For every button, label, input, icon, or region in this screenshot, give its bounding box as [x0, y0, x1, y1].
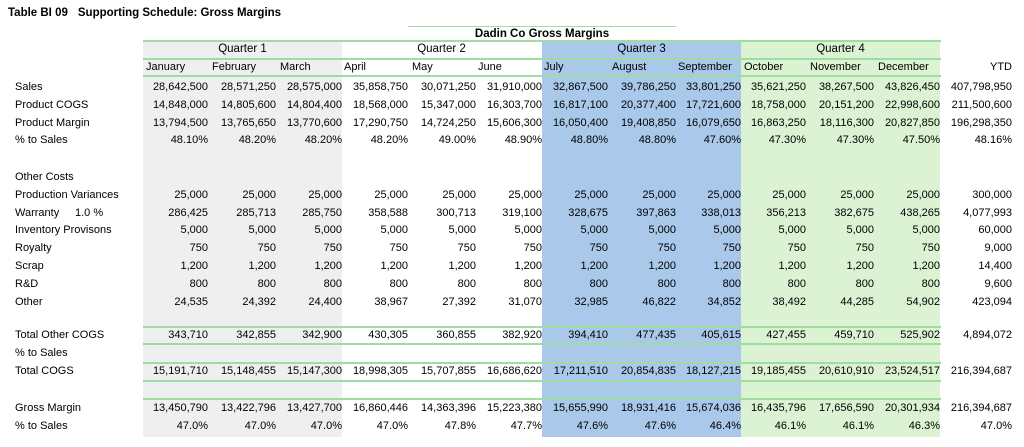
- row-total-cogs-14-label: Total COGS: [15, 365, 74, 377]
- row-product-cogs-1-september: 17,721,600: [685, 99, 741, 111]
- row-royalty-8-february: 750: [257, 242, 276, 254]
- row-royalty-8-june: 750: [523, 242, 542, 254]
- row-gross-margin-15-label: Gross Margin: [15, 402, 82, 414]
- row-inventory-provisons-7-march: 5,000: [314, 224, 342, 236]
- row-gross-margin-15-august: 18,931,416: [620, 402, 676, 414]
- row-production-variances-5-label: Production Variances: [15, 189, 119, 201]
- row-other-11-september: 34,852: [707, 296, 741, 308]
- row-total-cogs-14-february: 15,148,455: [220, 365, 276, 377]
- total-cogs-bottom-line: [143, 380, 941, 382]
- row-product-cogs-1-ytd: 211,500,600: [951, 99, 1012, 111]
- row-royalty-8-ytd: 9,000: [984, 242, 1012, 254]
- row-production-variances-5-august: 25,000: [642, 189, 676, 201]
- row-scrap-9-june: 1,200: [514, 260, 542, 272]
- row-royalty-8-october: 750: [787, 242, 806, 254]
- row-royalty-8-march: 750: [323, 242, 342, 254]
- ytd-header: YTD: [990, 61, 1012, 73]
- row-to-sales-16-september: 46.4%: [709, 420, 741, 432]
- row-to-sales-16-march: 47.0%: [310, 420, 342, 432]
- row-scrap-9-march: 1,200: [314, 260, 342, 272]
- row-sales-0-april: 35,858,750: [352, 81, 408, 93]
- row-to-sales-3-may: 49.00%: [438, 134, 476, 146]
- quarter-divider-line: [143, 58, 941, 60]
- row-warranty-6-january: 286,425: [168, 207, 208, 219]
- row-inventory-provisons-7-june: 5,000: [514, 224, 542, 236]
- row-total-cogs-14-july: 17,211,510: [553, 365, 608, 377]
- row-inventory-provisons-7-april: 5,000: [380, 224, 408, 236]
- row-to-sales-13-label: % to Sales: [15, 347, 68, 359]
- row-total-other-cogs-12-label: Total Other COGS: [15, 329, 105, 341]
- month-august: August: [612, 61, 647, 73]
- row-other-11-ytd: 423,094: [972, 296, 1012, 308]
- row-to-sales-3-label: % to Sales: [15, 134, 68, 146]
- row-inventory-provisons-7-august: 5,000: [648, 224, 676, 236]
- row-scrap-9-october: 1,200: [778, 260, 806, 272]
- row-randd-10-february: 800: [257, 278, 276, 290]
- row-total-cogs-14-october: 19,185,455: [750, 365, 806, 377]
- row-product-margin-2-june: 15,606,300: [486, 117, 542, 129]
- row-warranty-6-november: 382,675: [834, 207, 874, 219]
- row-inventory-provisons-7-september: 5,000: [713, 224, 741, 236]
- row-product-cogs-1-february: 14,805,600: [220, 99, 276, 111]
- row-warranty-6-march: 285,750: [302, 207, 342, 219]
- row-randd-10-ytd: 9,600: [984, 278, 1012, 290]
- month-april: April: [344, 61, 367, 73]
- row-other-11-july: 32,985: [574, 296, 608, 308]
- row-production-variances-5-september: 25,000: [707, 189, 741, 201]
- row-inventory-provisons-7-november: 5,000: [846, 224, 874, 236]
- month-december: December: [878, 61, 929, 73]
- month-june: June: [478, 61, 502, 73]
- row-randd-10-april: 800: [389, 278, 408, 290]
- row-gross-margin-15-may: 14,363,396: [420, 402, 476, 414]
- month-october: October: [744, 61, 784, 73]
- row-production-variances-5-june: 25,000: [508, 189, 542, 201]
- row-product-margin-2-january: 13,794,500: [152, 117, 208, 129]
- row-randd-10-label: R&D: [15, 278, 39, 290]
- row-total-cogs-14-june: 16,686,620: [486, 365, 542, 377]
- row-product-cogs-1-march: 14,804,400: [286, 99, 342, 111]
- row-gross-margin-15-january: 13,450,790: [152, 402, 208, 414]
- row-to-sales-16-label: % to Sales: [15, 420, 68, 432]
- row-to-sales-16-november: 46.1%: [842, 420, 874, 432]
- row-royalty-8-may: 750: [457, 242, 476, 254]
- row-royalty-8-january: 750: [189, 242, 208, 254]
- row-total-other-cogs-12-december: 525,902: [900, 329, 940, 341]
- row-to-sales-3-january: 48.10%: [170, 134, 208, 146]
- row-other-11-may: 27,392: [442, 296, 476, 308]
- row-randd-10-may: 800: [457, 278, 476, 290]
- row-inventory-provisons-7-october: 5,000: [778, 224, 806, 236]
- row-gross-margin-15-november: 17,656,590: [818, 402, 874, 414]
- row-production-variances-5-july: 25,000: [574, 189, 608, 201]
- row-gross-margin-15-february: 13,422,796: [220, 402, 276, 414]
- row-warranty-6-april: 358,588: [368, 207, 408, 219]
- row-product-margin-2-march: 13,770,600: [286, 117, 342, 129]
- row-other-11-february: 24,392: [242, 296, 276, 308]
- row-to-sales-3-july: 48.80%: [570, 134, 608, 146]
- row-total-cogs-14-january: 15,191,710: [152, 365, 208, 377]
- row-to-sales-3-november: 47.30%: [836, 134, 874, 146]
- row-warranty-6-july: 328,675: [568, 207, 608, 219]
- row-other-11-august: 46,822: [642, 296, 676, 308]
- row-sales-0-march: 28,575,000: [286, 81, 342, 93]
- quarter-label-2: Quarter 2: [417, 43, 466, 55]
- row-production-variances-5-october: 25,000: [772, 189, 806, 201]
- month-may: May: [412, 61, 433, 73]
- row-warranty-6-ytd: 4,077,993: [963, 207, 1012, 219]
- row-to-sales-16-may: 47.8%: [444, 420, 476, 432]
- row-to-sales-16-june: 47.7%: [510, 420, 542, 432]
- row-royalty-8-december: 750: [921, 242, 940, 254]
- row-to-sales-16-january: 47.0%: [176, 420, 208, 432]
- row-production-variances-5-ytd: 300,000: [972, 189, 1012, 201]
- table-title: [8, 7, 291, 19]
- table-code: Table BI 09: [8, 7, 68, 19]
- row-scrap-9-august: 1,200: [648, 260, 676, 272]
- row-total-other-cogs-12-october: 427,455: [766, 329, 806, 341]
- row-product-cogs-1-december: 22,998,600: [884, 99, 940, 111]
- row-sales-0-august: 39,786,250: [620, 81, 676, 93]
- row-to-sales-3-september: 47.60%: [703, 134, 741, 146]
- row-sales-0-july: 32,867,500: [552, 81, 608, 93]
- row-scrap-9-january: 1,200: [180, 260, 208, 272]
- row-other-costs-4-label: Other Costs: [15, 171, 74, 183]
- row-warranty-6-august: 397,863: [636, 207, 676, 219]
- total-other-bottom-line: [143, 343, 941, 345]
- row-product-margin-2-july: 16,050,400: [552, 117, 608, 129]
- row-total-other-cogs-12-april: 430,305: [368, 329, 408, 341]
- row-scrap-9-september: 1,200: [713, 260, 741, 272]
- row-total-other-cogs-12-november: 459,710: [834, 329, 874, 341]
- row-sales-0-october: 35,621,250: [750, 81, 806, 93]
- row-product-margin-2-label: Product Margin: [15, 117, 90, 129]
- row-total-cogs-14-april: 18,998,305: [352, 365, 408, 377]
- row-production-variances-5-december: 25,000: [906, 189, 940, 201]
- row-to-sales-3-february: 48.20%: [238, 134, 276, 146]
- row-sales-0-february: 28,571,250: [220, 81, 276, 93]
- row-to-sales-16-april: 47.0%: [376, 420, 408, 432]
- row-product-cogs-1-january: 14,848,000: [152, 99, 208, 111]
- row-product-margin-2-september: 16,079,650: [685, 117, 741, 129]
- row-total-cogs-14-may: 15,707,855: [420, 365, 476, 377]
- row-product-margin-2-ytd: 196,298,350: [950, 117, 1012, 129]
- row-other-11-march: 24,400: [308, 296, 342, 308]
- row-total-cogs-14-march: 15,147,300: [286, 365, 342, 377]
- row-randd-10-january: 800: [189, 278, 208, 290]
- row-randd-10-august: 800: [657, 278, 676, 290]
- row-scrap-9-label: Scrap: [15, 260, 44, 272]
- month-november: November: [810, 61, 861, 73]
- row-royalty-8-april: 750: [389, 242, 408, 254]
- row-warranty-6-september: 338,013: [701, 207, 741, 219]
- row-total-cogs-14-august: 20,854,835: [620, 365, 676, 377]
- row-total-cogs-14-november: 20,610,910: [818, 365, 874, 377]
- row-product-margin-2-february: 13,765,650: [220, 117, 276, 129]
- row-total-other-cogs-12-may: 360,855: [436, 329, 476, 341]
- row-product-cogs-1-july: 16,817,100: [552, 99, 608, 111]
- row-total-other-cogs-12-january: 343,710: [168, 329, 208, 341]
- row-sales-0-label: Sales: [15, 81, 43, 93]
- row-to-sales-3-april: 48.20%: [370, 134, 408, 146]
- row-sales-0-january: 28,642,500: [152, 81, 208, 93]
- row-product-margin-2-november: 18,116,300: [819, 117, 874, 129]
- row-to-sales-16-december: 46.3%: [908, 420, 940, 432]
- row-warranty-6-october: 356,213: [766, 207, 806, 219]
- row-gross-margin-15-june: 15,223,380: [486, 402, 542, 414]
- quarter-label-3: Quarter 3: [617, 43, 666, 55]
- row-production-variances-5-may: 25,000: [442, 189, 476, 201]
- row-production-variances-5-january: 25,000: [174, 189, 208, 201]
- row-other-11-november: 44,285: [840, 296, 874, 308]
- row-product-margin-2-april: 17,290,750: [352, 117, 408, 129]
- row-total-other-cogs-12-june: 382,920: [502, 329, 542, 341]
- row-gross-margin-15-july: 15,655,990: [552, 402, 608, 414]
- row-product-cogs-1-august: 20,377,400: [620, 99, 676, 111]
- total-other-top-line: [143, 326, 941, 328]
- row-product-margin-2-december: 20,827,850: [884, 117, 940, 129]
- row-randd-10-march: 800: [323, 278, 342, 290]
- row-royalty-8-august: 750: [657, 242, 676, 254]
- row-to-sales-16-february: 47.0%: [244, 420, 276, 432]
- total-cogs-top-line: [143, 362, 941, 364]
- row-sales-0-november: 38,267,500: [818, 81, 874, 93]
- row-sales-0-june: 31,910,000: [486, 81, 542, 93]
- row-sales-0-december: 43,826,450: [884, 81, 940, 93]
- row-royalty-8-july: 750: [589, 242, 608, 254]
- row-scrap-9-july: 1,200: [580, 260, 608, 272]
- row-to-sales-3-august: 48.80%: [638, 134, 676, 146]
- row-inventory-provisons-7-december: 5,000: [912, 224, 940, 236]
- row-scrap-9-ytd: 14,400: [978, 260, 1012, 272]
- row-total-other-cogs-12-september: 405,615: [701, 329, 741, 341]
- row-to-sales-16-august: 47.6%: [644, 420, 676, 432]
- quarter-label-4: Quarter 4: [816, 43, 865, 55]
- quarter-label-1: Quarter 1: [218, 43, 267, 55]
- row-royalty-8-label: Royalty: [15, 242, 52, 254]
- row-randd-10-december: 800: [921, 278, 940, 290]
- row-inventory-provisons-7-ytd: 60,000: [978, 224, 1012, 236]
- row-warranty-6-may: 300,713: [436, 207, 476, 219]
- row-inventory-provisons-7-february: 5,000: [248, 224, 276, 236]
- row-other-11-label: Other: [15, 296, 43, 308]
- row-gross-margin-15-december: 20,301,934: [884, 402, 940, 414]
- row-other-11-december: 54,902: [906, 296, 940, 308]
- row-to-sales-16-ytd: 47.0%: [980, 420, 1012, 432]
- company-header: Dadin Co Gross Margins: [408, 26, 676, 40]
- row-inventory-provisons-7-may: 5,000: [448, 224, 476, 236]
- row-product-cogs-1-june: 16,303,700: [486, 99, 542, 111]
- row-to-sales-3-october: 47.30%: [768, 134, 806, 146]
- month-january: January: [146, 61, 186, 73]
- row-total-other-cogs-12-march: 342,900: [302, 329, 342, 341]
- row-inventory-provisons-7-january: 5,000: [180, 224, 208, 236]
- row-production-variances-5-february: 25,000: [242, 189, 276, 201]
- row-sales-0-september: 33,801,250: [685, 81, 741, 93]
- row-gross-margin-15-ytd: 216,394,687: [950, 402, 1012, 414]
- row-to-sales-3-december: 47.50%: [902, 134, 940, 146]
- table-name: Supporting Schedule: Gross Margins: [77, 7, 282, 19]
- row-product-cogs-1-april: 18,568,000: [352, 99, 408, 111]
- month-march: March: [280, 61, 311, 73]
- row-other-11-june: 31,070: [508, 296, 542, 308]
- row-scrap-9-april: 1,200: [380, 260, 408, 272]
- row-product-cogs-1-october: 18,758,000: [750, 99, 806, 111]
- row-randd-10-october: 800: [787, 278, 806, 290]
- row-total-other-cogs-12-february: 342,855: [236, 329, 276, 341]
- row-product-cogs-1-november: 20,151,200: [818, 99, 874, 111]
- row-gross-margin-15-october: 16,435,796: [750, 402, 806, 414]
- row-total-cogs-14-december: 23,524,517: [884, 365, 940, 377]
- row-other-11-january: 24,535: [174, 296, 208, 308]
- row-sales-0-ytd: 407,798,950: [950, 81, 1012, 93]
- header-top-line: [143, 40, 941, 42]
- row-gross-margin-15-march: 13,427,700: [286, 402, 342, 414]
- row-gross-margin-15-september: 15,674,036: [685, 402, 741, 414]
- row-warranty-6-december: 438,265: [900, 207, 940, 219]
- row-warranty-6-label: Warranty: [15, 207, 60, 219]
- row-total-cogs-14-september: 18,127,215: [685, 365, 741, 377]
- month-february: February: [212, 61, 257, 73]
- row-to-sales-3-june: 48.90%: [504, 134, 542, 146]
- row-scrap-9-november: 1,200: [846, 260, 874, 272]
- row-randd-10-july: 800: [589, 278, 608, 290]
- row-inventory-provisons-7-label: Inventory Provisons: [15, 224, 112, 236]
- row-to-sales-16-october: 46.1%: [774, 420, 806, 432]
- row-total-other-cogs-12-august: 477,435: [636, 329, 676, 341]
- row-total-cogs-14-ytd: 216,394,687: [950, 365, 1012, 377]
- row-royalty-8-september: 750: [722, 242, 741, 254]
- gross-margin-top-line: [143, 398, 941, 400]
- row-to-sales-16-july: 47.6%: [576, 420, 608, 432]
- warranty-rate: 1.0 %: [75, 207, 104, 219]
- row-scrap-9-may: 1,200: [448, 260, 476, 272]
- month-divider-line: [143, 75, 941, 77]
- row-randd-10-june: 800: [523, 278, 542, 290]
- month-july: July: [544, 61, 564, 73]
- row-product-margin-2-october: 16,863,250: [750, 117, 806, 129]
- row-to-sales-3-march: 48.20%: [304, 134, 342, 146]
- row-production-variances-5-november: 25,000: [840, 189, 874, 201]
- row-to-sales-3-ytd: 48.16%: [974, 134, 1012, 146]
- row-production-variances-5-april: 25,000: [374, 189, 408, 201]
- row-randd-10-november: 800: [855, 278, 874, 290]
- row-product-margin-2-may: 14,724,250: [420, 117, 476, 129]
- row-randd-10-september: 800: [722, 278, 741, 290]
- row-warranty-6-june: 319,100: [502, 207, 542, 219]
- row-product-margin-2-august: 19,408,850: [620, 117, 676, 129]
- row-gross-margin-15-april: 16,860,446: [352, 402, 408, 414]
- row-total-other-cogs-12-ytd: 4,894,072: [963, 329, 1012, 341]
- row-scrap-9-february: 1,200: [248, 260, 276, 272]
- row-product-cogs-1-may: 15,347,000: [420, 99, 476, 111]
- row-other-11-april: 38,967: [374, 296, 408, 308]
- row-product-cogs-1-label: Product COGS: [15, 99, 89, 111]
- row-total-other-cogs-12-july: 394,410: [568, 329, 608, 341]
- month-september: September: [678, 61, 732, 73]
- row-warranty-6-february: 285,713: [236, 207, 276, 219]
- row-production-variances-5-march: 25,000: [308, 189, 342, 201]
- row-sales-0-may: 30,071,250: [420, 81, 476, 93]
- row-other-11-october: 38,492: [772, 296, 806, 308]
- row-royalty-8-november: 750: [855, 242, 874, 254]
- row-scrap-9-december: 1,200: [912, 260, 940, 272]
- row-inventory-provisons-7-july: 5,000: [580, 224, 608, 236]
